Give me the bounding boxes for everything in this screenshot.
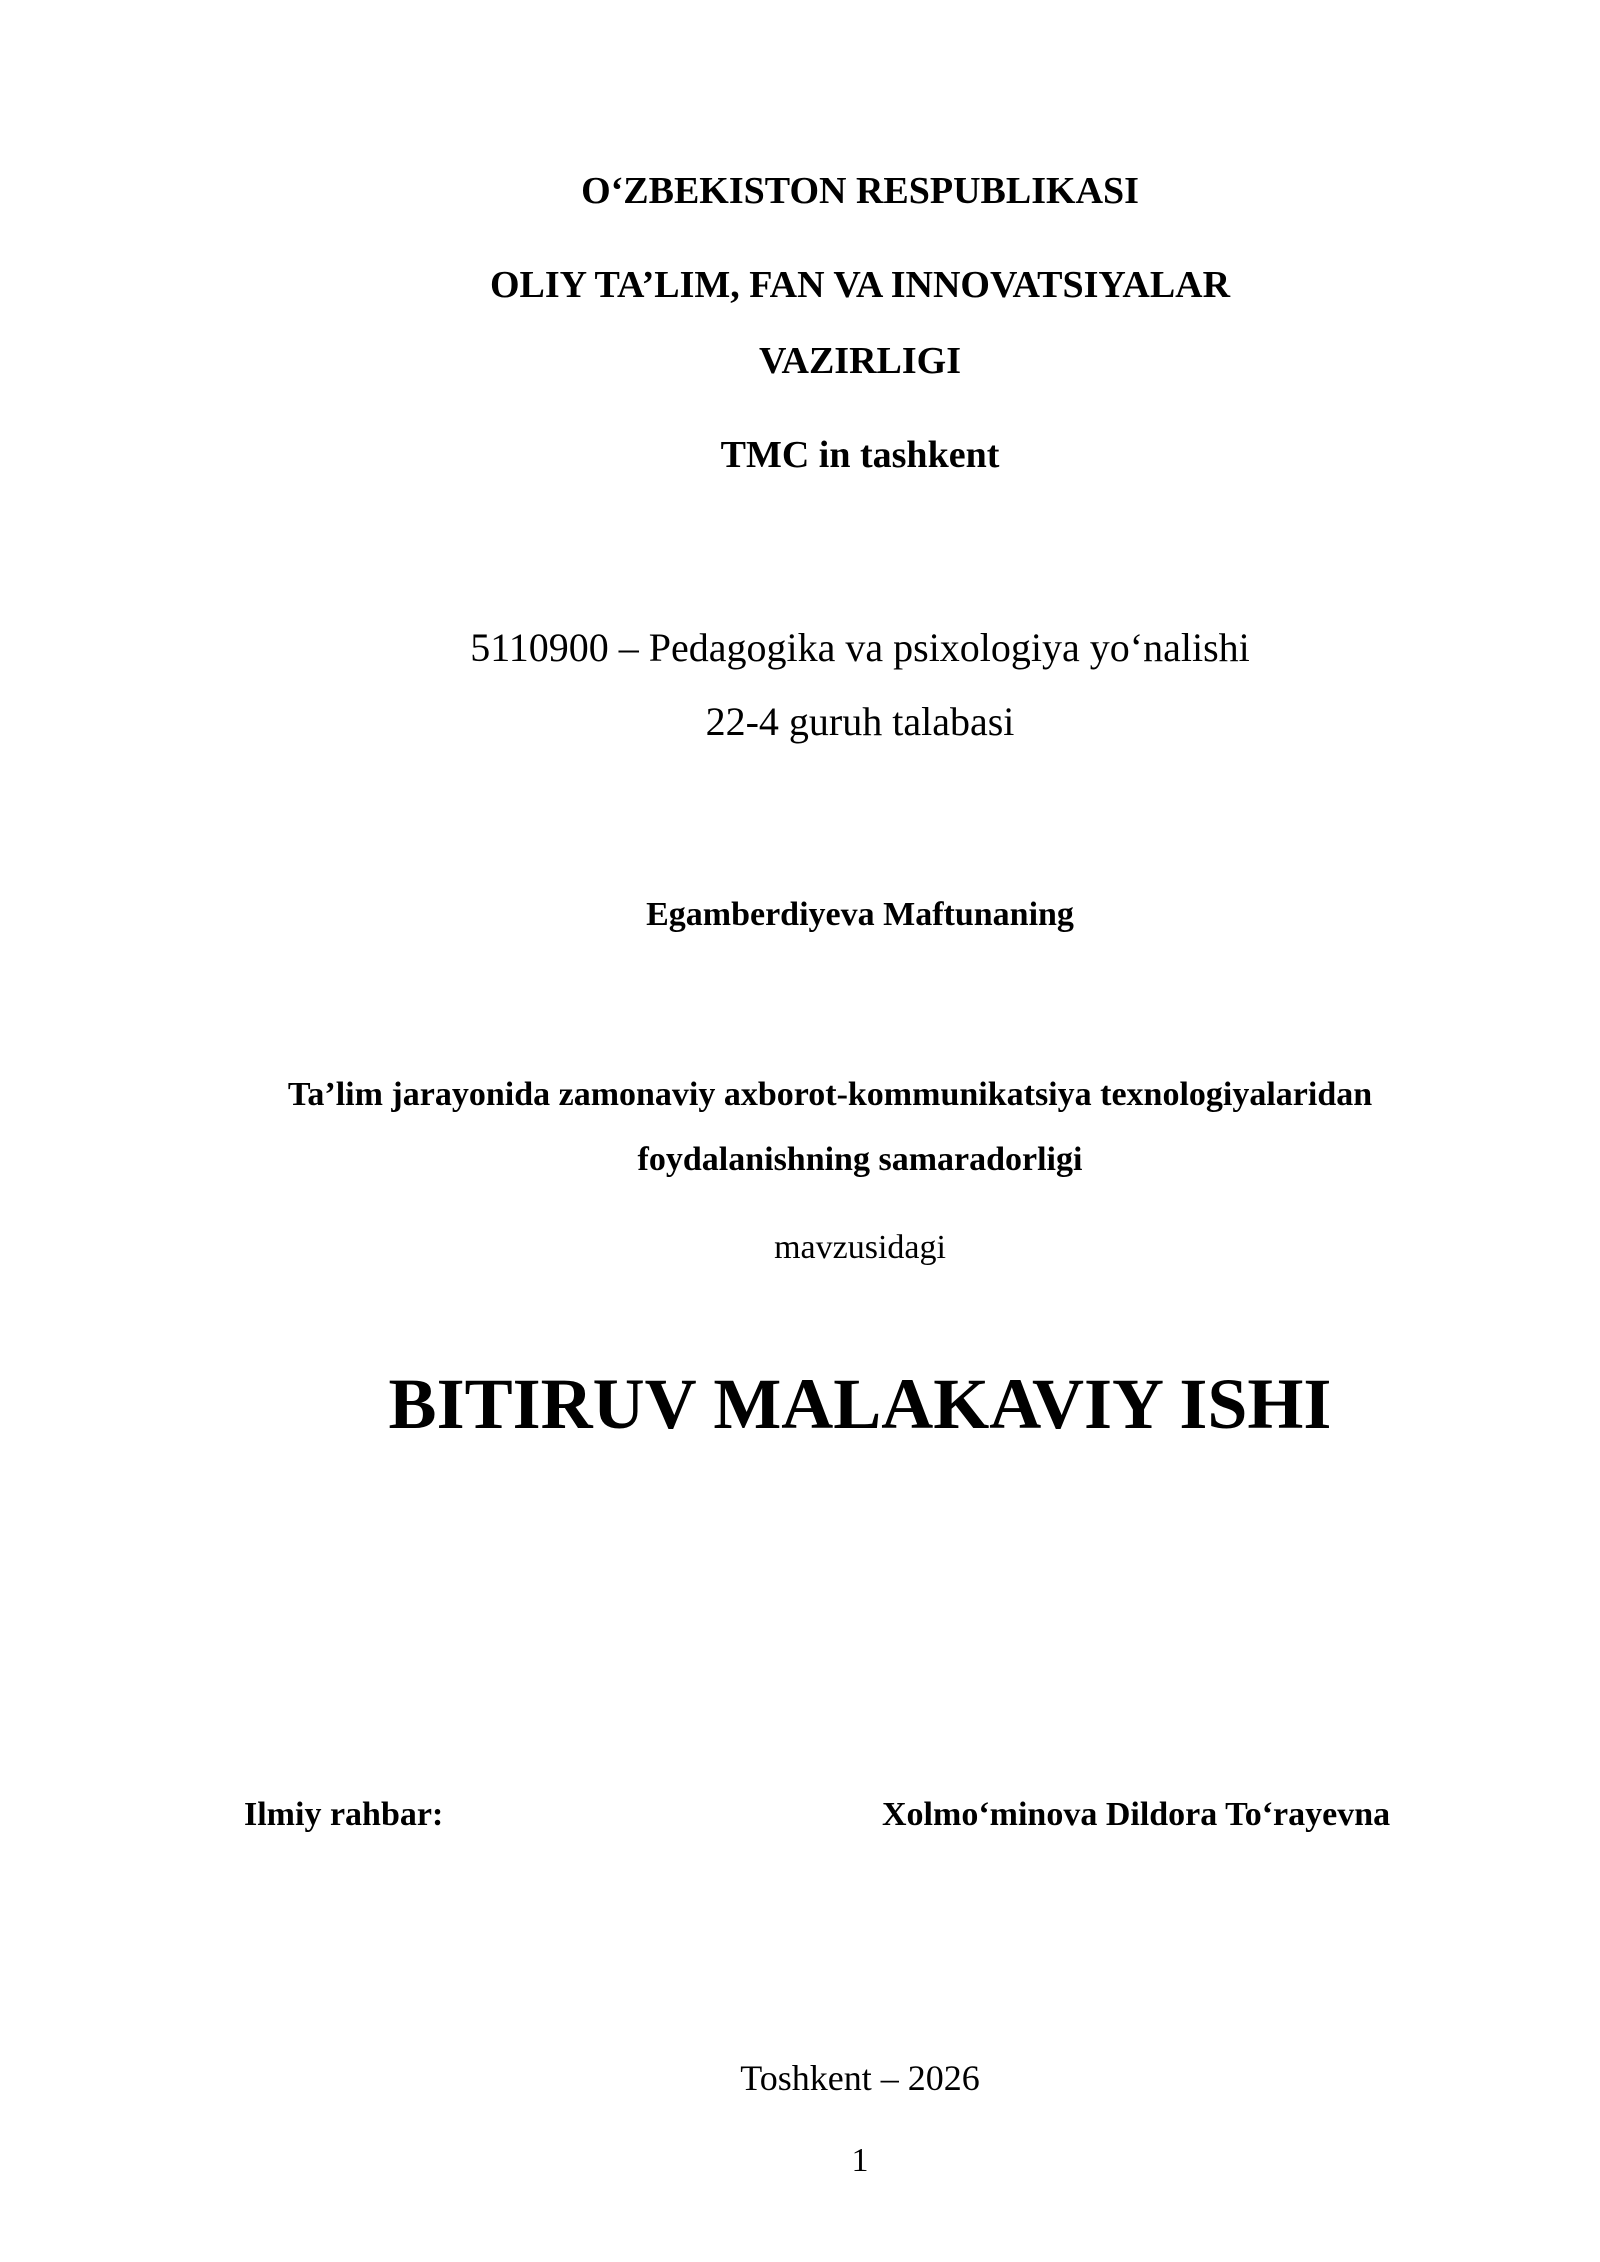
topic-line1: Ta’lim jarayonida zamonaviy axborot-kommunikatsiya texnologiyalaridan [287,1076,1373,1113]
program-direction: 5110900 – Pedagogika va psixologiya yo‘nalishi [470,625,1250,670]
page-number: 1 [851,2142,869,2179]
student-group: 22-4 guruh talabasi [705,699,1015,744]
student-name: Egamberdiyeva Maftunaning [646,896,1074,933]
republic-heading: O‘ZBEKISTON RESPUBLIKASI [581,170,1139,212]
topic-suffix: mavzusidagi [774,1229,946,1266]
topic-line2: foydalanishning samaradorligi [637,1141,1083,1178]
ministry-heading-line1: OLIY TA’LIM, FAN VA INNOVATSIYALAR [489,264,1231,306]
work-title: BITIRUV MALAKAVIY ISHI [388,1364,1332,1444]
supervisor-row [244,1798,1444,1838]
city-year: Toshkent – 2026 [740,2058,980,2098]
supervisor-name: Xolmo‘minova Dildora To‘rayevna [882,1796,1391,1833]
ministry-heading-line2: VAZIRLIGI [758,340,962,382]
institution-name: TMC in tashkent [720,434,1000,476]
supervisor-label: Ilmiy rahbar: [244,1796,444,1833]
